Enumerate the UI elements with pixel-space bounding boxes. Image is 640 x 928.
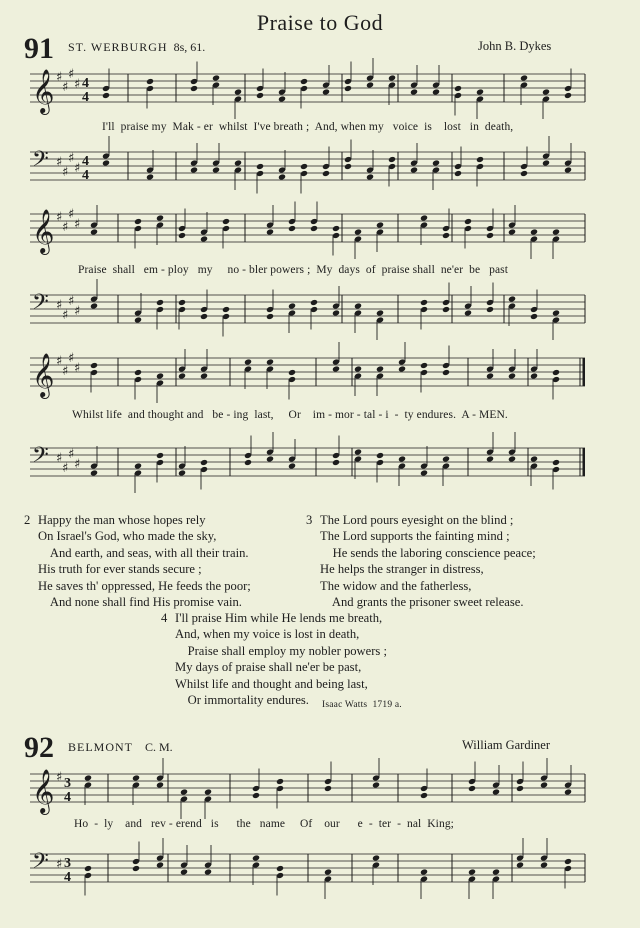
note-head [322,170,330,177]
note-head [300,163,308,170]
note-head [132,774,140,781]
note-head [134,218,142,225]
note-head [90,302,98,309]
note-head [454,170,462,177]
note-head [530,228,538,235]
note-head [180,788,188,795]
note-head [332,459,340,466]
note-head [516,861,524,868]
sharp-icon: ♯ [56,857,63,872]
note-head [442,455,450,462]
note-head [476,156,484,163]
treble-staff [0,206,640,256]
note-head [256,92,264,99]
note-head [204,868,212,875]
final-bar [583,448,586,476]
lyric-line: Ho - ly and rev - erend is the name Of our e - ter - nal King; [74,818,454,830]
note-head [344,163,352,170]
note-head [332,225,340,232]
note-head [200,459,208,466]
note-head [324,785,332,792]
note-head [486,455,494,462]
note-head [454,85,462,92]
sharp-icon: ♯ [62,461,69,476]
hymn-number: 91 [24,32,54,65]
note-head [552,309,560,316]
tune-title: ST. WERBURGH [68,40,168,54]
note-head [508,228,516,235]
note-head [552,459,560,466]
verse-line: Praise shall employ my nobler powers ; [175,643,387,658]
note-head [420,469,428,476]
sharp-icon: ♯ [56,210,63,225]
author-credit [322,700,402,710]
note-head [266,358,274,365]
note-head [398,365,406,372]
note-head [200,372,208,379]
note-head [420,214,428,221]
note-head [266,313,274,320]
note-head [398,455,406,462]
time-signature-top: 3 [64,856,71,871]
treble-clef-icon: 𝄞 [32,69,55,113]
note-head [442,369,450,376]
note-head [156,861,164,868]
sharp-icon: ♯ [74,457,81,472]
sharp-icon: ♯ [56,298,63,313]
note-head [156,214,164,221]
verse-line: The Lord pours eyesight on the blind ; [320,513,514,527]
note-head [212,74,220,81]
note-head [366,81,374,88]
note-head [508,455,516,462]
sharp-icon: ♯ [62,165,69,180]
note-head [442,306,450,313]
note-head [366,173,374,180]
note-head [222,306,230,313]
lyric-line: I'll praise my Mak - er whilst I've breath ; And, when my voice is lost in death, [102,121,514,133]
verse-line: And earth, and seas, with all their train. [38,545,249,560]
verse-line: And none shall find His promise vain. [38,595,242,610]
verse-line: His truth for ever stands secure ; [38,562,202,577]
note-head [388,74,396,81]
note-head [354,365,362,372]
note-head [508,295,516,302]
verse-line: He sends the laboring conscience peace; [320,545,536,560]
verse-3 [306,512,620,610]
note-head [344,85,352,92]
note-head [332,365,340,372]
bass-staff [0,440,640,490]
note-head [420,362,428,369]
note-head [564,166,572,173]
sharp-icon: ♯ [62,308,69,323]
sharp-icon: ♯ [56,451,63,466]
note-head [84,865,92,872]
note-head [376,452,384,459]
note-head [278,95,286,102]
verse-line: The Lord supports the fainting mind ; [320,529,510,544]
verse-4 [161,610,475,708]
tune-meter: 8s, 61. [173,40,206,54]
author-name: Isaac Watts [322,700,368,710]
note-head [222,218,230,225]
note-head [102,92,110,99]
note-head [432,88,440,95]
verse-line: He helps the stranger in distress, [320,562,484,577]
lyric-line: Praise shall em - ploy my no - bler powers ; My days of praise shall ne'er be past [78,264,509,276]
time-signature-top: 3 [64,776,71,791]
verse-2 [24,512,298,610]
note-head [322,88,330,95]
note-head [354,448,362,455]
composer: John B. Dykes [478,39,552,53]
note-head [178,469,186,476]
time-signature-bottom: 4 [64,790,71,805]
note-head [420,792,428,799]
note-head [102,159,110,166]
note-head [156,299,164,306]
note-head [420,868,428,875]
note-head [530,313,538,320]
sharp-icon: ♯ [68,67,75,82]
verse-line: And, when my voice is lost in death, [175,627,360,642]
sharp-icon: ♯ [62,80,69,95]
note-head [388,156,396,163]
note-head [200,313,208,320]
note-head [288,462,296,469]
sharp-icon: ♯ [68,447,75,462]
note-head [288,369,296,376]
lyric-line: Whilst life and thought and be - ing last, Or im - mor - tal - i - ty endures. A - MEN. [72,409,508,421]
sharp-icon: ♯ [74,161,81,176]
sharp-icon: ♯ [68,207,75,222]
note-head [354,302,362,309]
note-head [178,232,186,239]
tune-name [68,740,173,755]
bass-clef-icon: 𝄢 [32,443,49,473]
time-signature-bottom: 4 [64,870,71,885]
note-head [234,88,242,95]
note-head [530,455,538,462]
sharp-icon: ♯ [56,70,63,85]
tune-meter: C. M. [145,740,173,754]
note-head [146,78,154,85]
note-head [266,455,274,462]
treble-staff [0,766,640,816]
verse-line: Whilst life and thought and being last, [175,676,368,691]
note-head [156,781,164,788]
note-head [156,372,164,379]
time-signature-top: 4 [82,76,89,91]
note-head [256,163,264,170]
final-bar [583,358,586,386]
note-head [288,302,296,309]
note-head [516,785,524,792]
verse-line: The widow and the fatherless, [320,578,472,593]
note-head [288,225,296,232]
note-head [492,788,500,795]
sharp-icon: ♯ [68,151,75,166]
sharp-icon: ♯ [68,351,75,366]
note-head [354,228,362,235]
note-head [464,218,472,225]
note-head [90,469,98,476]
time-signature-bottom: 4 [82,168,89,183]
verse-line: He saves th' oppressed, He feeds the poor; [38,578,251,593]
page-title: Praise to God [256,10,384,35]
note-head [90,362,98,369]
note-head [540,861,548,868]
tune-name [68,40,205,55]
note-head [468,785,476,792]
sharp-icon: ♯ [68,294,75,309]
note-head [432,159,440,166]
bass-staff [0,144,640,194]
verse-line: And grants the prisoner sweet release. [320,595,524,610]
note-head [410,88,418,95]
verse-line: Or immortality endures. [175,693,309,708]
bass-clef-icon: 𝄢 [32,147,49,177]
time-signature-top: 4 [82,154,89,169]
bass-staff [0,846,640,896]
note-head [372,854,380,861]
bass-clef-icon: 𝄢 [32,290,49,320]
note-head [540,781,548,788]
author-year: 1719 a. [372,700,402,710]
treble-staff [0,66,640,116]
note-head [332,309,340,316]
note-head [486,306,494,313]
note-head [492,868,500,875]
treble-clef-icon: 𝄞 [32,769,55,813]
sharp-icon: ♯ [74,77,81,92]
note-head [376,309,384,316]
note-head [420,299,428,306]
sharp-icon: ♯ [56,770,63,785]
note-head [310,225,318,232]
note-head [244,358,252,365]
note-head [252,854,260,861]
note-head [464,309,472,316]
sharp-icon: ♯ [62,364,69,379]
verse-number: 3 [306,513,313,527]
sharp-icon: ♯ [62,220,69,235]
note-head [90,228,98,235]
note-head [468,868,476,875]
bass-staff [0,287,640,337]
note-head [200,235,208,242]
note-head [552,369,560,376]
note-head [410,166,418,173]
note-head [190,166,198,173]
note-head [520,170,528,177]
note-head [300,78,308,85]
sharp-icon: ♯ [74,361,81,376]
note-head [520,74,528,81]
verse-line: My days of praise shall ne'er be past, [175,660,362,675]
note-head [212,166,220,173]
note-head [530,372,538,379]
sharp-icon: ♯ [56,155,63,170]
note-head [134,369,142,376]
note-head [542,159,550,166]
note-head [84,774,92,781]
note-head [552,228,560,235]
note-head [180,868,188,875]
note-head [244,459,252,466]
note-head [486,372,494,379]
note-head [310,299,318,306]
note-head [178,372,186,379]
note-head [156,452,164,459]
note-head [178,299,186,306]
note-head [564,788,572,795]
verse-line: I'll praise Him while He lends me breath, [175,611,383,625]
verse-line: Happy the man whose hopes rely [38,513,206,527]
note-head [564,92,572,99]
note-head [476,88,484,95]
sharp-icon: ♯ [56,354,63,369]
verse-number: 4 [161,611,168,625]
note-head [324,868,332,875]
note-head [376,221,384,228]
note-head [266,228,274,235]
note-head [134,316,142,323]
verse-line: On Israel's God, who made the sky, [38,529,217,544]
time-signature-bottom: 4 [82,90,89,105]
verse-number: 2 [24,513,31,527]
note-head [190,85,198,92]
note-head [376,365,384,372]
note-head [278,173,286,180]
note-head [146,173,154,180]
hymn-number: 92 [24,731,54,764]
note-head [252,792,260,799]
note-head [372,781,380,788]
treble-clef-icon: 𝄞 [32,209,55,253]
treble-clef-icon: 𝄞 [32,353,55,397]
sharp-icon: ♯ [74,304,81,319]
treble-staff [0,350,640,400]
note-head [564,858,572,865]
composer: William Gardiner [462,738,551,752]
note-head [276,865,284,872]
tune-title: BELMONT [68,740,133,754]
note-head [508,372,516,379]
note-head [486,232,494,239]
note-head [442,232,450,239]
note-head [542,88,550,95]
note-head [204,788,212,795]
bass-clef-icon: 𝄢 [32,849,49,879]
sharp-icon: ♯ [74,217,81,232]
note-head [234,159,242,166]
note-head [276,778,284,785]
note-head [132,865,140,872]
note-head [134,462,142,469]
